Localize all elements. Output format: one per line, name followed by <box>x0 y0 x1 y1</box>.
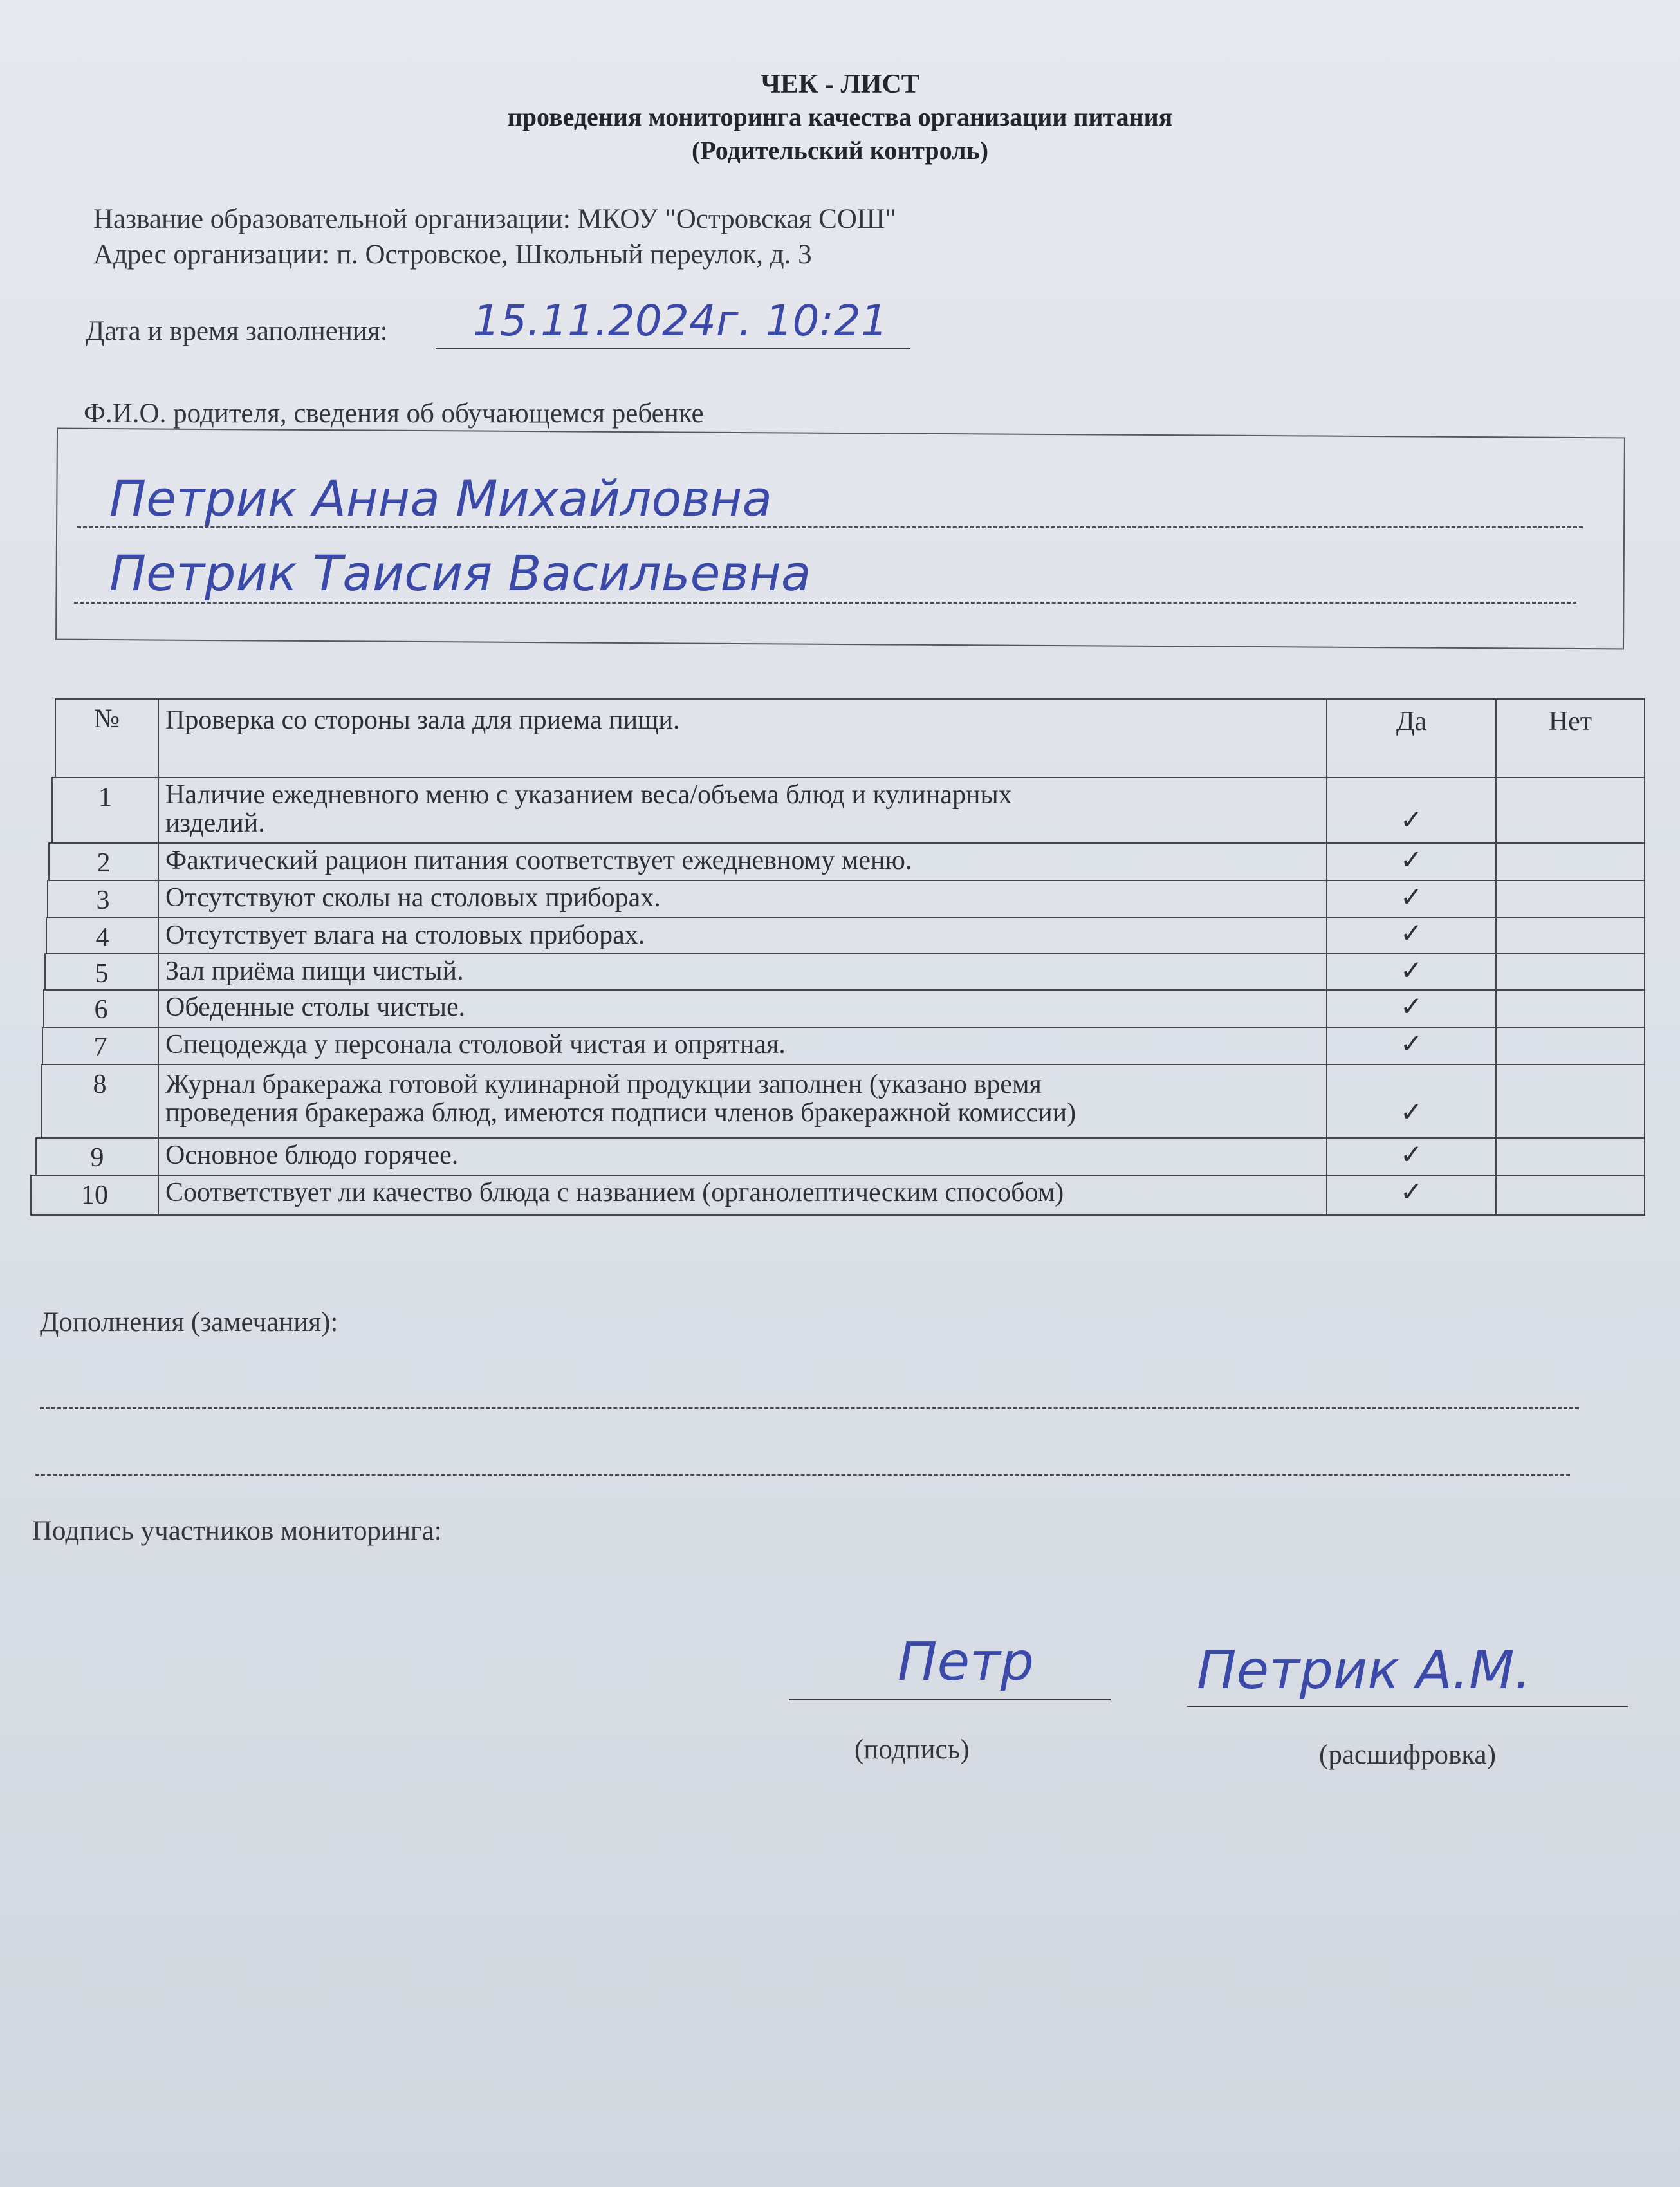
yes-check-icon: ✓ <box>1326 917 1497 954</box>
no-cell <box>1495 880 1645 918</box>
table-header-check: Проверка со стороны зала для приема пищи. <box>158 698 1327 778</box>
fill-date-value: 15.11.2024г. 10:21 <box>473 296 888 346</box>
yes-check-icon: ✓ <box>1326 842 1497 881</box>
no-cell <box>1495 1137 1645 1176</box>
signature-caption: (подпись) <box>854 1735 970 1765</box>
transcript-underline <box>1187 1706 1628 1707</box>
table-row-num: 4 <box>46 917 159 954</box>
yes-check-icon: ✓ <box>1326 989 1497 1028</box>
parent-name-value: Петрик Анна Михайловна <box>109 470 773 527</box>
no-cell <box>1495 1027 1645 1065</box>
table-header-num: № <box>55 698 159 778</box>
table-header-yes: Да <box>1326 698 1497 778</box>
table-row-num: 9 <box>35 1137 159 1176</box>
yes-check-icon: ✓ <box>1326 1137 1497 1176</box>
yes-check-icon: ✓ <box>1326 1175 1497 1216</box>
org-address: Адрес организации: п. Островское, Школьный переулок, д. 3 <box>93 239 812 270</box>
table-row-num: 8 <box>41 1064 159 1139</box>
yes-check-icon: ✓ <box>1326 1064 1497 1139</box>
table-row-num: 1 <box>51 777 159 844</box>
table-row-text: Отсутствует влага на столовых приборах. <box>158 917 1327 954</box>
table-row-text: Фактический рацион питания соответствует ежедневному меню. <box>158 842 1327 881</box>
remarks-line-1 <box>40 1407 1579 1409</box>
parent-line-2 <box>74 602 1576 604</box>
signature-underline <box>789 1699 1111 1700</box>
table-row-num: 3 <box>47 880 159 918</box>
table-row-text: Отсутствуют сколы на столовых приборах. <box>158 880 1327 918</box>
table-row-text: Спецодежда у персонала столовой чистая и опрятная. <box>158 1027 1327 1065</box>
yes-check-icon: ✓ <box>1326 777 1497 844</box>
parent-info-box <box>55 428 1625 650</box>
transcript-value: Петрик А.М. <box>1197 1640 1531 1701</box>
fill-date-underline <box>436 348 910 349</box>
table-row-num: 5 <box>44 953 159 991</box>
no-cell <box>1495 953 1645 991</box>
table-row-text: Соответствует ли качество блюда с названием (органолептическим способом) <box>158 1175 1327 1216</box>
yes-check-icon: ✓ <box>1326 953 1497 991</box>
table-row-num: 6 <box>43 989 159 1028</box>
document-title: ЧЕК - ЛИСТ <box>761 70 919 99</box>
signatures-label: Подпись участников мониторинга: <box>32 1516 442 1546</box>
table-row-text <box>158 777 1327 844</box>
signature-value: Петр <box>898 1632 1034 1693</box>
checklist-table <box>29 698 1626 1244</box>
row-text-line: Наличие ежедневного меню с указанием веса/объема блюд и кулинарных <box>165 780 1012 810</box>
no-cell <box>1495 1064 1645 1139</box>
transcript-caption: (расшифровка) <box>1319 1740 1496 1770</box>
table-row-text: Зал приёма пищи чистый. <box>158 953 1327 991</box>
no-cell <box>1495 777 1645 844</box>
table-row-text: Основное блюдо горячее. <box>158 1137 1327 1176</box>
parent-label: Ф.И.О. родителя, сведения об обучающемся ребенке <box>84 398 704 429</box>
document-subtitle-2: (Родительский контроль) <box>691 136 989 165</box>
yes-check-icon: ✓ <box>1326 880 1497 918</box>
document-subtitle: проведения мониторинга качества организации питания <box>507 102 1173 131</box>
row-text-line: Журнал бракеража готовой кулинарной продукции заполнен (указано время <box>165 1070 1042 1099</box>
no-cell <box>1495 989 1645 1028</box>
table-row-text <box>158 1064 1327 1139</box>
no-cell <box>1495 1175 1645 1216</box>
child-name-value: Петрик Таисия Васильевна <box>109 544 811 602</box>
table-row-num: 10 <box>30 1175 159 1216</box>
fill-date-label: Дата и время заполнения: <box>86 316 388 346</box>
table-row-num: 7 <box>42 1027 159 1065</box>
row-text-line-2: изделий. <box>165 808 265 838</box>
remarks-line-2 <box>35 1474 1570 1476</box>
no-cell <box>1495 917 1645 954</box>
org-name: Название образовательной организации: МКОУ "Островская СОШ" <box>93 204 896 234</box>
table-row-num: 2 <box>48 842 159 881</box>
table-row-text: Обеденные столы чистые. <box>158 989 1327 1028</box>
yes-check-icon: ✓ <box>1326 1027 1497 1065</box>
table-header-no: Нет <box>1495 698 1645 778</box>
remarks-label: Дополнения (замечания): <box>40 1307 338 1337</box>
no-cell <box>1495 842 1645 881</box>
row-text-line-2: проведения бракеража блюд, имеются подписи членов бракеражной комиссии) <box>165 1098 1076 1128</box>
